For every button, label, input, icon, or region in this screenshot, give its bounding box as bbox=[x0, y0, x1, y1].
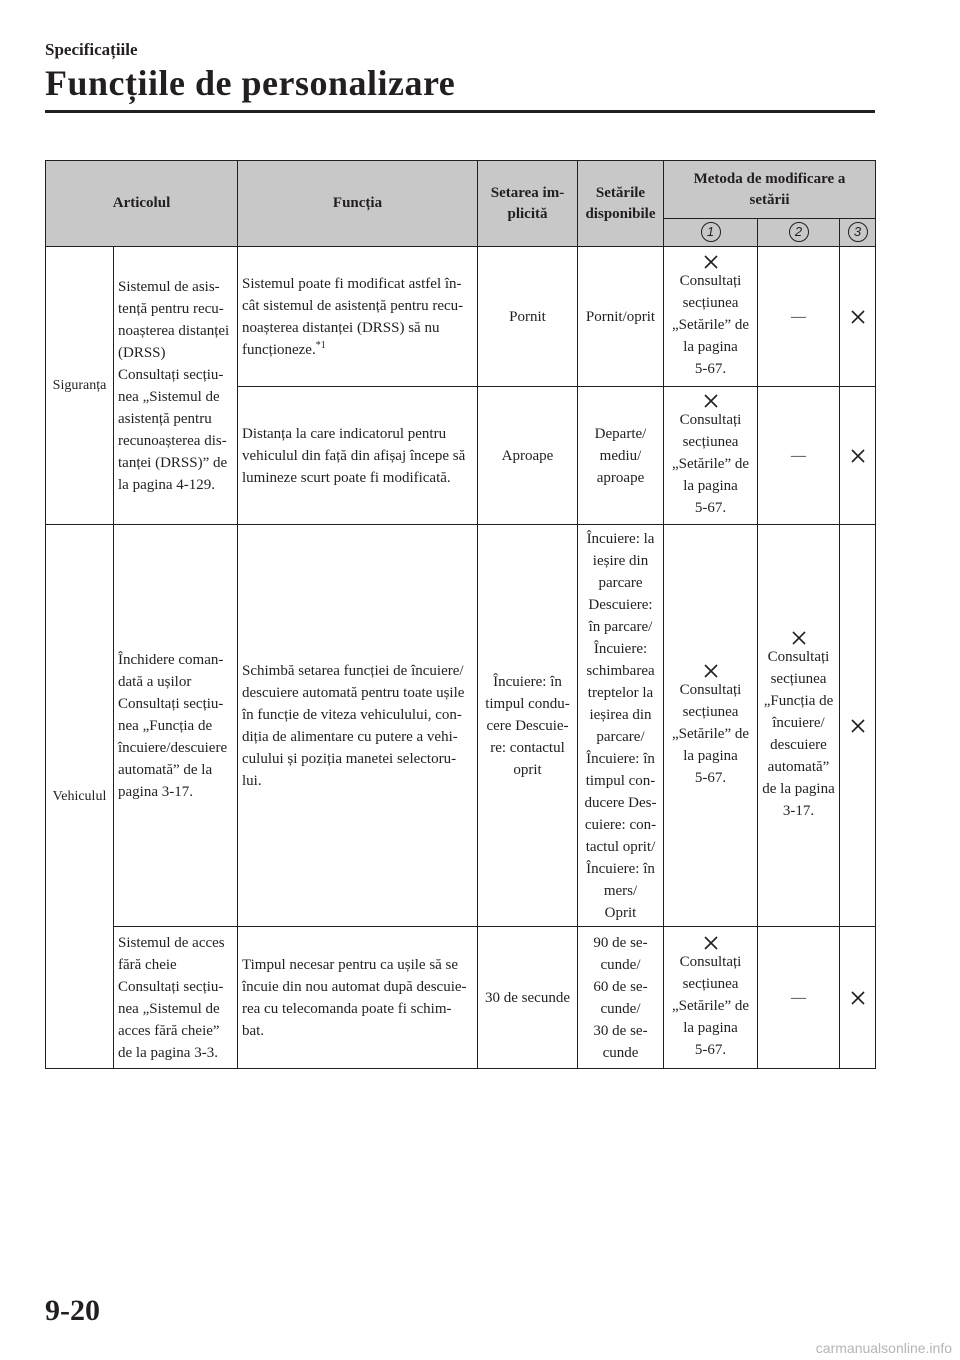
method-2-cell: — bbox=[758, 247, 840, 387]
cross-mark-icon bbox=[850, 448, 866, 464]
header-method-1 bbox=[664, 219, 758, 247]
cross-mark-icon bbox=[703, 663, 719, 679]
method-2-cell: — bbox=[758, 927, 840, 1069]
method-1-cell: Consultați secțiunea „Setările” de la pagina 5-67. bbox=[664, 387, 758, 525]
method-1-cell: Consultați secțiunea „Setările” de la pagina 5-67. bbox=[664, 927, 758, 1069]
method-3-cell bbox=[840, 247, 876, 387]
item-cell: Sistemul de acces fără cheie Consultați secțiu- nea „Sistemul de acces fără cheie” de la pagina 3-3. bbox=[114, 927, 238, 1069]
item-cell: Închidere coman- dată a ușilor Consultați secțiu- nea „Funcția de încuiere/descuiere automată” de la pagina 3-17. bbox=[114, 525, 238, 927]
method-1-cell: Consultați secțiunea „Setările” de la pagina 5-67. bbox=[664, 525, 758, 927]
available-cell: Încuiere: la ieșire din parcare Descuiere: în parcare/ Încuiere: schimbarea treptelor la ieșirea din parcare/ Încuiere: în timpul con- ducere Des- cuiere: con- tactul oprit/ Încuiere: în mers/ Oprit bbox=[578, 525, 664, 927]
item-cell: Sistemul de asis- tență pentru recu- noașterea distanței (DRSS) Consultați secțiu- nea „Sistemul de asistență pentru recunoașterea dis- tanței (DRSS)” de la pagina 4-129. bbox=[114, 247, 238, 525]
footnote-ref: *1 bbox=[315, 339, 326, 351]
method-1-cell: Consultați secțiunea „Setările” de la pagina 5-67. bbox=[664, 247, 758, 387]
cross-mark-icon bbox=[850, 718, 866, 734]
circled-number-icon: 3 bbox=[848, 222, 868, 242]
cross-mark-icon bbox=[791, 630, 807, 646]
circled-number-icon: 1 bbox=[701, 222, 721, 242]
group-label-vehicle: Vehiculul bbox=[46, 525, 114, 1069]
cross-mark-icon bbox=[703, 935, 719, 951]
header-method-3 bbox=[840, 219, 876, 247]
watermark: carmanualsonline.info bbox=[815, 1340, 952, 1356]
default-cell: Încuiere: în timpul condu- cere Descuie- re: contactul oprit bbox=[478, 525, 578, 927]
available-cell: 90 de se- cunde/ 60 de se- cunde/ 30 de se- cunde bbox=[578, 927, 664, 1069]
header-function: Funcția bbox=[238, 161, 478, 247]
available-cell: Departe/ mediu/ aproape bbox=[578, 387, 664, 525]
cross-mark-icon bbox=[850, 309, 866, 325]
group-label-safety: Siguranța bbox=[46, 247, 114, 525]
cross-mark-icon bbox=[703, 393, 719, 409]
method-2-cell: Consultați secțiunea „Funcția de încuiere/ descuiere automată” de la pagina 3-17. bbox=[758, 525, 840, 927]
page-number: 9-20 bbox=[45, 1294, 100, 1327]
header-item: Articolul bbox=[46, 161, 238, 247]
header-default: Setarea im- plicită bbox=[478, 161, 578, 247]
header-method: Metoda de modificare a setării bbox=[664, 161, 876, 219]
table-row bbox=[46, 247, 876, 387]
title-divider bbox=[45, 110, 875, 113]
default-cell: Pornit bbox=[478, 247, 578, 387]
cross-mark-icon bbox=[850, 990, 866, 1006]
method-3-cell bbox=[840, 387, 876, 525]
table-row bbox=[46, 525, 876, 927]
function-cell: Distanța la care indicatorul pentru vehiculul din față din afișaj începe să lumineze scurt poate fi modificată. bbox=[238, 387, 478, 525]
header-available: Setările disponibile bbox=[578, 161, 664, 247]
available-cell: Pornit/oprit bbox=[578, 247, 664, 387]
function-cell: Timpul necesar pentru ca ușile să se încuie din nou automat după descuie- rea cu telecomanda poate fi schim- bat. bbox=[238, 927, 478, 1069]
customization-table bbox=[45, 160, 876, 1069]
function-cell: Sistemul poate fi modificat astfel în- cât sistemul de asistență pentru recu- noașterea distanței (DRSS) să nu funcționeze.$^{*1}$ bbox=[238, 247, 478, 387]
table-row bbox=[46, 927, 876, 1069]
default-cell: 30 de secunde bbox=[478, 927, 578, 1069]
cross-mark-icon bbox=[703, 254, 719, 270]
header-method-2 bbox=[758, 219, 840, 247]
method-2-cell: — bbox=[758, 387, 840, 525]
function-cell: Schimbă setarea funcției de încuiere/ descuiere automată pentru toate ușile în funcție de viteza vehiculului, con- diția de alimentare cu putere a vehi- culului și poziția manetei selectoru- lui. bbox=[238, 525, 478, 927]
method-3-cell bbox=[840, 525, 876, 927]
method-3-cell bbox=[840, 927, 876, 1069]
section-label: Specificațiile bbox=[45, 40, 138, 59]
circled-number-icon: 2 bbox=[789, 222, 809, 242]
page-title: Funcțiile de personalizare bbox=[45, 63, 456, 103]
default-cell: Aproape bbox=[478, 387, 578, 525]
